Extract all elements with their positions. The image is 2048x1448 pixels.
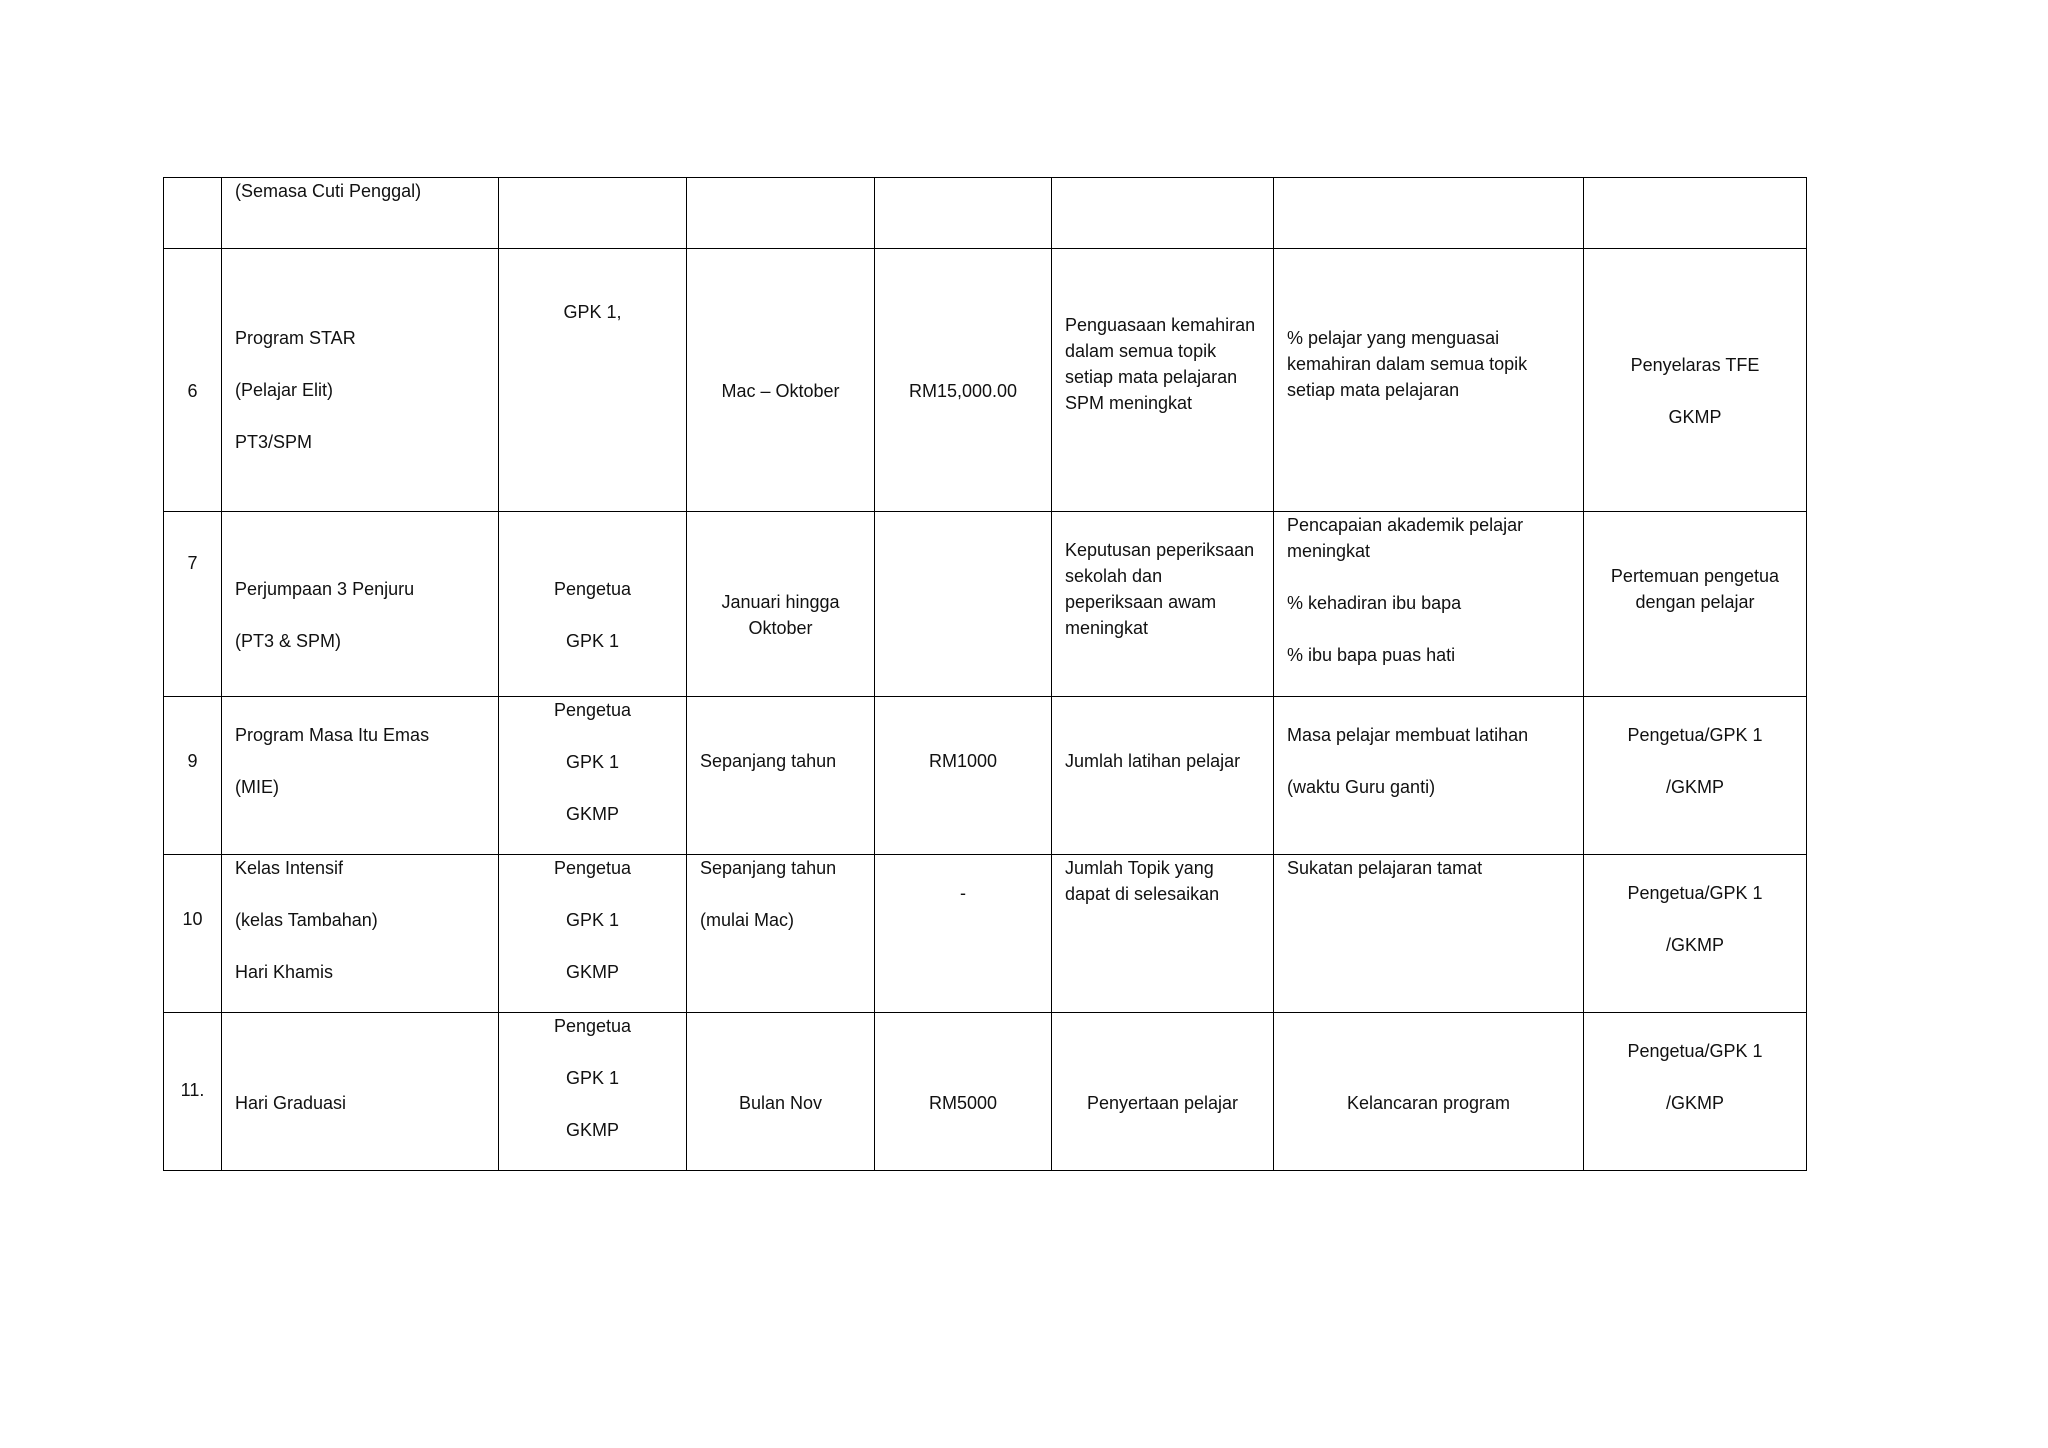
cell-kos: - bbox=[875, 855, 1052, 1013]
cell-kos bbox=[875, 512, 1052, 697]
cell-sasaran: Penguasaan kemahiran dalam semua topik setiap mata pelajaran SPM meningkat bbox=[1052, 249, 1274, 512]
cell-masa: Mac – Oktober bbox=[687, 249, 875, 512]
table-row bbox=[164, 512, 1807, 697]
cell-program: Hari Graduasi bbox=[222, 1013, 499, 1171]
cell-pic: Pengetua GPK 1 GKMP bbox=[499, 855, 687, 1013]
cell-no: 6 bbox=[164, 249, 222, 512]
cell-masa: Januari hingga Oktober bbox=[687, 512, 875, 697]
cell-pic: GPK 1, bbox=[499, 249, 687, 512]
cell-masa: Bulan Nov bbox=[687, 1013, 875, 1171]
cell-program bbox=[222, 178, 499, 249]
cell-catatan: Pengetua/GPK 1 /GKMP bbox=[1584, 697, 1807, 855]
cell-masa: Sepanjang tahun (mulai Mac) bbox=[687, 855, 875, 1013]
cell-sasaran: Jumlah latihan pelajar bbox=[1052, 697, 1274, 855]
cell-pic: Pengetua GPK 1 GKMP bbox=[499, 1013, 687, 1171]
cell-catatan: Pertemuan pengetua dengan pelajar bbox=[1584, 512, 1807, 697]
cell-catatan bbox=[1584, 178, 1807, 249]
cell-kpi: Kelancaran program bbox=[1274, 1013, 1584, 1171]
cell-no: 7 bbox=[164, 512, 222, 697]
cell-kpi: Pencapaian akademik pelajar meningkat % kehadiran ibu bapa % ibu bapa puas hati bbox=[1274, 512, 1584, 697]
cell-sasaran bbox=[1052, 178, 1274, 249]
cell-kpi: % pelajar yang menguasai kemahiran dalam semua topik setiap mata pelajaran bbox=[1274, 249, 1584, 512]
cell-no: 9 bbox=[164, 697, 222, 855]
table-row bbox=[164, 178, 1807, 249]
cell-catatan: Penyelaras TFE GKMP bbox=[1584, 249, 1807, 512]
cell-kpi: Masa pelajar membuat latihan (waktu Guru ganti) bbox=[1274, 697, 1584, 855]
cell-masa bbox=[687, 178, 875, 249]
table-row bbox=[164, 855, 1807, 1013]
cell-program: Program STAR (Pelajar Elit) PT3/SPM bbox=[222, 249, 499, 512]
cell-kpi bbox=[1274, 178, 1584, 249]
cell-catatan: Pengetua/GPK 1 /GKMP bbox=[1584, 1013, 1807, 1171]
program-table bbox=[163, 177, 1807, 1171]
table-row bbox=[164, 697, 1807, 855]
cell-pic: Pengetua GPK 1 bbox=[499, 512, 687, 697]
cell-program: Kelas Intensif (kelas Tambahan) Hari Khamis bbox=[222, 855, 499, 1013]
cell-sasaran: Jumlah Topik yang dapat di selesaikan bbox=[1052, 855, 1274, 1013]
cell-no: 11. bbox=[164, 1013, 222, 1171]
cell-catatan: Pengetua/GPK 1 /GKMP bbox=[1584, 855, 1807, 1013]
cell-kos bbox=[875, 178, 1052, 249]
cell-pic bbox=[499, 178, 687, 249]
table-row bbox=[164, 1013, 1807, 1171]
cell-no bbox=[164, 178, 222, 249]
table-row bbox=[164, 249, 1807, 512]
cell-pic: Pengetua GPK 1 GKMP bbox=[499, 697, 687, 855]
cell-kpi: Sukatan pelajaran tamat bbox=[1274, 855, 1584, 1013]
cell-no: 10 bbox=[164, 855, 222, 1013]
cell-kos: RM1000 bbox=[875, 697, 1052, 855]
cell-program: Perjumpaan 3 Penjuru (PT3 & SPM) bbox=[222, 512, 499, 697]
cell-masa: Sepanjang tahun bbox=[687, 697, 875, 855]
cell-kos: RM15,000.00 bbox=[875, 249, 1052, 512]
cell-sasaran: Penyertaan pelajar bbox=[1052, 1013, 1274, 1171]
cell-kos: RM5000 bbox=[875, 1013, 1052, 1171]
cell-sasaran: Keputusan peperiksaan sekolah dan peperiksaan awam meningkat bbox=[1052, 512, 1274, 697]
cell-program: Program Masa Itu Emas (MIE) bbox=[222, 697, 499, 855]
program-line: (Semasa Cuti Penggal) bbox=[235, 181, 422, 201]
